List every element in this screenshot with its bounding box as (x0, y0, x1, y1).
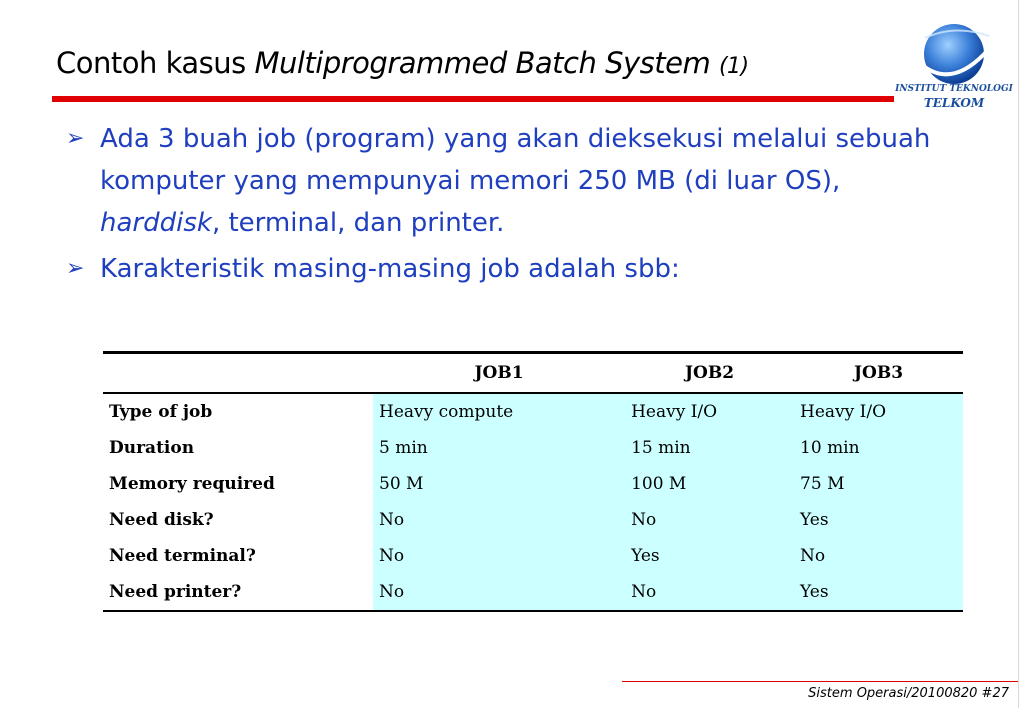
table-row (103, 466, 963, 502)
table-cell: Yes (794, 502, 963, 538)
bullet-text-italic: harddisk (100, 208, 212, 238)
bullet-item (66, 248, 966, 290)
table-cell: No (373, 538, 625, 574)
table-cell: No (625, 574, 794, 611)
table-header-cell: JOB3 (794, 353, 963, 394)
row-label: Need printer? (103, 574, 373, 611)
bullet-text-before: Ada 3 buah job (program) yang akan dieksekusi melalui sebuah komputer yang mempunyai memori 250 MB (di luar OS), (100, 124, 931, 196)
table-cell: Heavy compute (373, 393, 625, 430)
logo-line1: INSTITUT TEKNOLOGI (895, 84, 1013, 94)
title-suffix: (1) (718, 54, 749, 79)
title-plain: Contoh kasus (56, 46, 255, 80)
row-label: Duration (103, 430, 373, 466)
table-cell: Heavy I/O (794, 393, 963, 430)
table-cell: 50 M (373, 466, 625, 502)
table-cell: 15 min (625, 430, 794, 466)
table-cell: No (373, 502, 625, 538)
table-header-cell: JOB1 (373, 353, 625, 394)
slide-title (56, 46, 749, 80)
table-row (103, 574, 963, 611)
footer-rule (622, 681, 1018, 682)
row-label: Need disk? (103, 502, 373, 538)
table-row (103, 393, 963, 430)
row-label: Need terminal? (103, 538, 373, 574)
table-cell: 10 min (794, 430, 963, 466)
table-header-cell (103, 353, 373, 394)
table-cell: No (373, 574, 625, 611)
table-row (103, 430, 963, 466)
table-row (103, 538, 963, 574)
title-italic: Multiprogrammed Batch System (254, 46, 711, 80)
table-cell: No (625, 502, 794, 538)
bullet-item (66, 118, 966, 244)
logo-line2: TELKOM (923, 96, 985, 110)
table-header-row (103, 353, 963, 394)
table-cell: No (794, 538, 963, 574)
table-cell: Yes (625, 538, 794, 574)
table-cell: 5 min (373, 430, 625, 466)
table-cell: 100 M (625, 466, 794, 502)
bullet-list (66, 118, 966, 290)
row-label: Type of job (103, 393, 373, 430)
table-cell: 75 M (794, 466, 963, 502)
arrow-right-icon: ➢ (66, 126, 85, 151)
bullet-text-after: , terminal, dan printer. (211, 208, 505, 238)
job-characteristics-table (103, 351, 963, 612)
title-underline (52, 96, 894, 102)
footer-text: Sistem Operasi/20100820 #27 (808, 686, 1009, 701)
table-header-cell: JOB2 (625, 353, 794, 394)
table-cell: Yes (794, 574, 963, 611)
slide-right-border (1018, 0, 1019, 708)
table-cell: Heavy I/O (625, 393, 794, 430)
arrow-right-icon: ➢ (66, 256, 85, 281)
bullet-text: Karakteristik masing-masing job adalah sbb: (100, 254, 680, 284)
row-label: Memory required (103, 466, 373, 502)
table-row (103, 502, 963, 538)
